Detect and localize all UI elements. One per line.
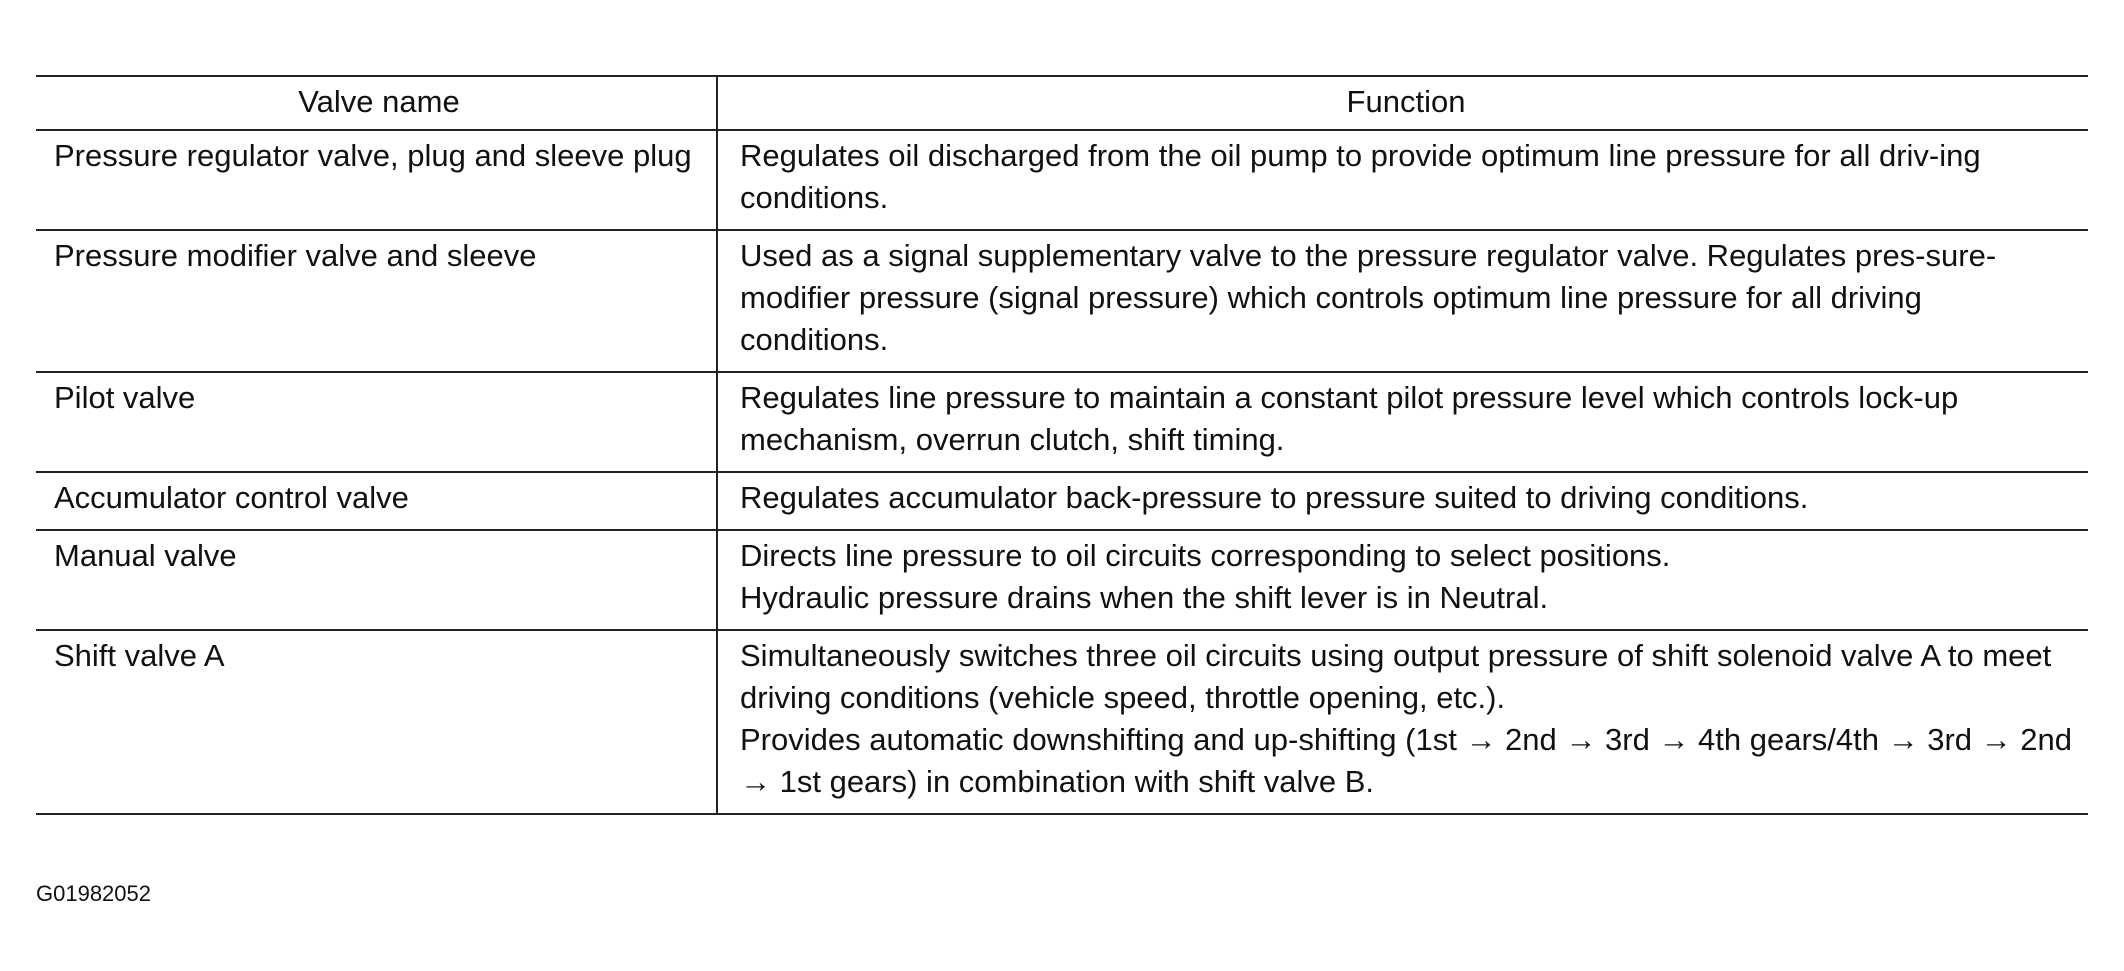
function-cell (717, 530, 2088, 630)
table-header-row (36, 76, 2088, 130)
valve-function-table (36, 75, 2088, 815)
valve-name-cell: Pressure regulator valve, plug and sleeve plug (36, 130, 717, 230)
function-text: Regulates oil discharged from the oil pump to provide optimum line pressure for all driv-ing conditions. (740, 138, 1981, 215)
table-row (36, 230, 2088, 372)
column-header-valve-name: Valve name (36, 76, 717, 130)
function-cell (717, 230, 2088, 372)
column-header-function: Function (717, 76, 2088, 130)
function-text: Regulates accumulator back-pressure to pressure suited to driving conditions. (740, 480, 1809, 515)
function-text: Directs line pressure to oil circuits corresponding to select positions. (740, 538, 1671, 573)
valve-name-cell: Manual valve (36, 530, 717, 630)
function-text: Used as a signal supplementary valve to the pressure regulator valve. Regulates pres-sure-modifier pressure (signal pressure) which controls optimum line pressure for all driving conditions. (740, 238, 1997, 357)
function-text: Simultaneously switches three oil circuits using output pressure of shift solenoid valve A to meet driving conditions (vehicle speed, throttle opening, etc.). (740, 638, 2052, 715)
table-row (36, 130, 2088, 230)
function-cell (717, 130, 2088, 230)
valve-name-cell: Pilot valve (36, 372, 717, 472)
table-row (36, 472, 2088, 530)
table-row (36, 530, 2088, 630)
function-text: Provides automatic downshifting and up-shifting (1st → 2nd → 3rd → 4th gears/4th → 3rd → 2nd → 1st gears) in combination with shift valve B. (740, 722, 2072, 799)
function-cell (717, 472, 2088, 530)
function-text: Hydraulic pressure drains when the shift lever is in Neutral. (740, 580, 1549, 615)
table-row (36, 630, 2088, 814)
valve-name-cell: Shift valve A (36, 630, 717, 814)
function-text: Regulates line pressure to maintain a constant pilot pressure level which controls lock-up mechanism, overrun clutch, shift timing. (740, 380, 1959, 457)
table-row (36, 372, 2088, 472)
valve-function-document (36, 75, 2088, 815)
function-cell (717, 372, 2088, 472)
function-cell (717, 630, 2088, 814)
figure-code: G01982052 (36, 881, 151, 906)
valve-name-cell: Pressure modifier valve and sleeve (36, 230, 717, 372)
valve-name-cell: Accumulator control valve (36, 472, 717, 530)
